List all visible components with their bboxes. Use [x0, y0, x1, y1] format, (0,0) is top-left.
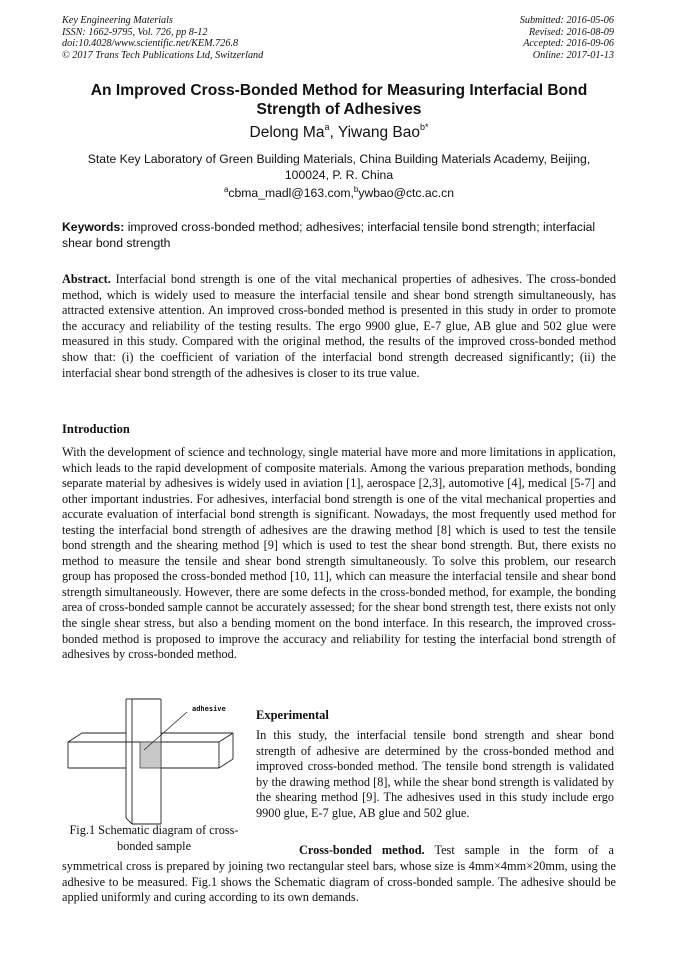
keywords-label: Keywords: [62, 220, 125, 234]
subsection-label-cross-bonded: Cross-bonded method. [299, 843, 425, 857]
date-online: Online: 2017-01-13 [532, 49, 614, 61]
experimental-paragraph: In this study, the interfacial tensile bond strength and shear bond strength of adhesive are determined by the cross-bonded method and improved cross-bonded method. The tensile bond strength is validated by the drawing method [8], while the shear bond strength is validated by the shearing method [9]. The adhesives used in this study include ergo 9900 glue, E-7 glue, AB glue and 502 glue. [256, 728, 614, 820]
section-heading-experimental: Experimental [256, 708, 329, 722]
cross-bonded-diagram [62, 696, 246, 826]
author-affiliation-mark: a [324, 122, 330, 132]
affiliation: State Key Laboratory of Green Building Materials, China Building Materials Academy, Beijing, 100024, P. R. China [87, 152, 591, 182]
abstract-text: Interfacial bond strength is one of the vital mechanical properties of adhesives. The cross-bonded method, which is widely used to measure the interfacial tensile and shear bond strength simultaneously, has attracted extensive attention. An improved cross-bonded method is presented in this study in order to promote the accuracy and reliability of the testing results. The ergo 9900 glue, E-7 glue, AB glue and 502 glue were measured in this study. Compared with the original method, the results of the improved cross-bonded method show that: (i) the coefficient of variation of the interfacial bond strength decreased significantly; (ii) the interfacial shear bond strength of the adhesives is closer to its true value. [62, 272, 616, 380]
abstract [62, 272, 616, 381]
cross-bonded-paragraph-start [256, 843, 614, 859]
journal-issn: ISSN: 1662-9795, Vol. 726, pp 8-12 [62, 26, 208, 38]
author-name: Yiwang Bao [337, 124, 420, 141]
author-list [62, 124, 616, 142]
email-link[interactable]: ywbao@ctc.ac.cn [358, 186, 455, 200]
horizontal-bar-edge [219, 759, 233, 768]
author-affiliation-mark: b* [419, 122, 429, 132]
keywords-text: improved cross-bonded method; adhesives; interfacial tensile bond strength; interfacial shear bond strength [62, 220, 596, 250]
abstract-label: Abstract. [62, 272, 111, 286]
author-separator: , [329, 124, 338, 141]
email-link[interactable]: cbma_madl@163.com, [228, 186, 354, 200]
keywords [62, 220, 616, 251]
adhesive-layer [140, 742, 161, 768]
cross-bonded-paragraph: symmetrical cross is prepared by joining two rectangular steel bars, whose size is 4mm×4mm×20mm, using the adhesive to be measured. Fig.1 shows the Schematic diagram of cross-bonded sample. The adhesive should be applied uniformly and curing according to its own demands. [62, 859, 616, 905]
adhesive-leader-line [144, 712, 187, 750]
paper-title: An Improved Cross-Bonded Method for Measuring Interfacial Bond Strength of Adhesives [90, 82, 588, 118]
journal-doi[interactable]: doi:10.4028/www.scientific.net/KEM.726.8 [62, 38, 239, 50]
section-heading-introduction: Introduction [62, 422, 130, 436]
journal-name: Key Engineering Materials [62, 15, 173, 26]
figure-caption: Fig.1 Schematic diagram of cross-bonded sample [69, 823, 239, 853]
publication-dates [520, 15, 614, 61]
introduction-paragraph: With the development of science and technology, single material have more and more limitations in application, which leads to the rapid development of composite materials. Among the various preparation methods, bonding separate material by adhesives is widely used in aviation [1], aerospace [2,3], automotive [4], medical [5-7] and other important industries. For adhesives, interfacial bond strength is one of the vital mechanical properties and accurate evaluation of interfacial bond strength is significant. Nowadays, the most frequently used method for testing the interfacial bond strength of adhesives are the drawing method [8] which is used to test the tensile bond strength and the shearing method [9] which is used to test the shear bond strength. But, there exists no method to measure the tensile and shear bond strength simultaneously. To solve this problem, our research group has proposed the cross-bonded method [10, 11], which can measure the interfacial tensile and shear bond strength simultaneously. However, there are some defects in the cross-bonded method, for example, the bonding area of cross-bonded sample cannot be accurately assessed; for the shear bond strength test, there exists not only the single shear stress, but also a bending moment on the bond interface. In this research, the improved cross-bonded method is proposed to improve the accuracy and reliability for testing the interfacial bond strength of adhesives by cross-bonded method. [62, 445, 616, 662]
journal-info [62, 15, 263, 61]
adhesive-label: adhesive [192, 705, 226, 713]
author-name: Delong Ma [249, 124, 325, 141]
date-accepted: Accepted: 2016-09-06 [523, 38, 614, 50]
horizontal-bar-edge [219, 733, 233, 742]
date-revised: Revised: 2016-08-09 [528, 26, 614, 38]
date-submitted: Submitted: 2016-05-06 [519, 15, 614, 26]
cross-bonded-first-line: Test sample in the form of a [424, 843, 614, 857]
email-mark: a [223, 185, 229, 194]
journal-copyright: © 2017 Trans Tech Publications Ltd, Switzerland [62, 49, 264, 61]
author-emails [62, 186, 616, 201]
email-mark: b [353, 185, 359, 194]
horizontal-bar-edge [68, 733, 82, 742]
